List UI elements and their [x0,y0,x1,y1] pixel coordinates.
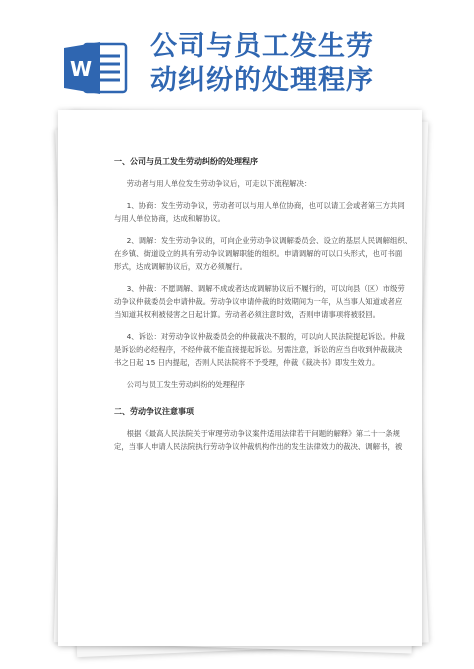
step-2-paragraph [114,234,414,273]
word-document-icon [62,40,130,96]
step-1-line: 与用人单位协商，达成和解协议。 [114,214,225,223]
step-3-line: 当知道其权利被侵害之日起计算。劳动者必须注意时效，否则申请事项将被驳回。 [114,310,381,319]
step-4-line: 书之日起 15 日内提起，否则人民法院将不予受理，仲裁《裁决书》即发生效力。 [114,358,380,367]
paper-sheet-front [58,110,422,646]
step-2-line: 形式，达成调解协议后，双方必须履行。 [114,262,248,271]
step-2-line: 在乡镇、街道设立的具有劳动争议调解职能的组织。申请调解的可以口头形式，也可书面 [114,249,403,258]
step-1-paragraph [114,199,414,225]
step-4-paragraph [114,330,414,369]
section-1-heading: 一、公司与员工发生劳动纠纷的处理程序 [114,157,258,166]
intro-paragraph: 劳动者与用人单位发生劳动争议后，可走以下流程解决： [126,179,312,188]
step-1-line: 1、协商：发生劳动争议，劳动者可以与用人单位协商，也可以请工会或者第三方共同 [126,201,405,210]
header [0,0,474,120]
step-3-line: 动争议仲裁委员会申请仲裁。劳动争议申请仲裁的时效期间为一年，从当事人知道或者应 [114,297,403,306]
step-3-paragraph [114,282,414,321]
step-3-line: 3、仲裁：不愿调解、调解不成或者达成调解协议后不履行的，可以向县（区）市级劳 [126,284,405,293]
repeat-title: 公司与员工发生劳动纠纷的处理程序 [126,380,245,389]
section-2-line: 根据《最高人民法院关于审理劳动争议案件适用法律若干问题的解释》第二十一条规 [126,429,401,438]
step-4-line: 4、诉讼：对劳动争议仲裁委员会的仲裁裁决不服的，可以向人民法院提起诉讼。仲裁 [126,332,405,341]
step-4-line: 是诉讼的必经程序，不经仲裁不能直接提起诉讼。另需注意，诉讼的应当自收到仲裁裁决 [114,345,403,354]
document-body [114,155,414,462]
title-line-2: 动纠纷的处理程序 [150,65,374,96]
section-2-paragraph [114,427,414,453]
document-preview [58,110,424,655]
section-2-heading: 二、劳动争议注意事项 [114,407,194,416]
section-2-line: 定，当事人申请人民法院执行劳动争议仲裁机构作出的发生法律效力的裁决、调解书，被 [114,442,403,451]
svg-text:W: W [69,57,93,81]
page-title [150,30,460,98]
title-line-1: 公司与员工发生劳 [150,31,374,62]
step-2-line: 2、调解：发生劳动争议的，可向企业劳动争议调解委员会、设立的基层人民调解组织、 [126,236,413,245]
